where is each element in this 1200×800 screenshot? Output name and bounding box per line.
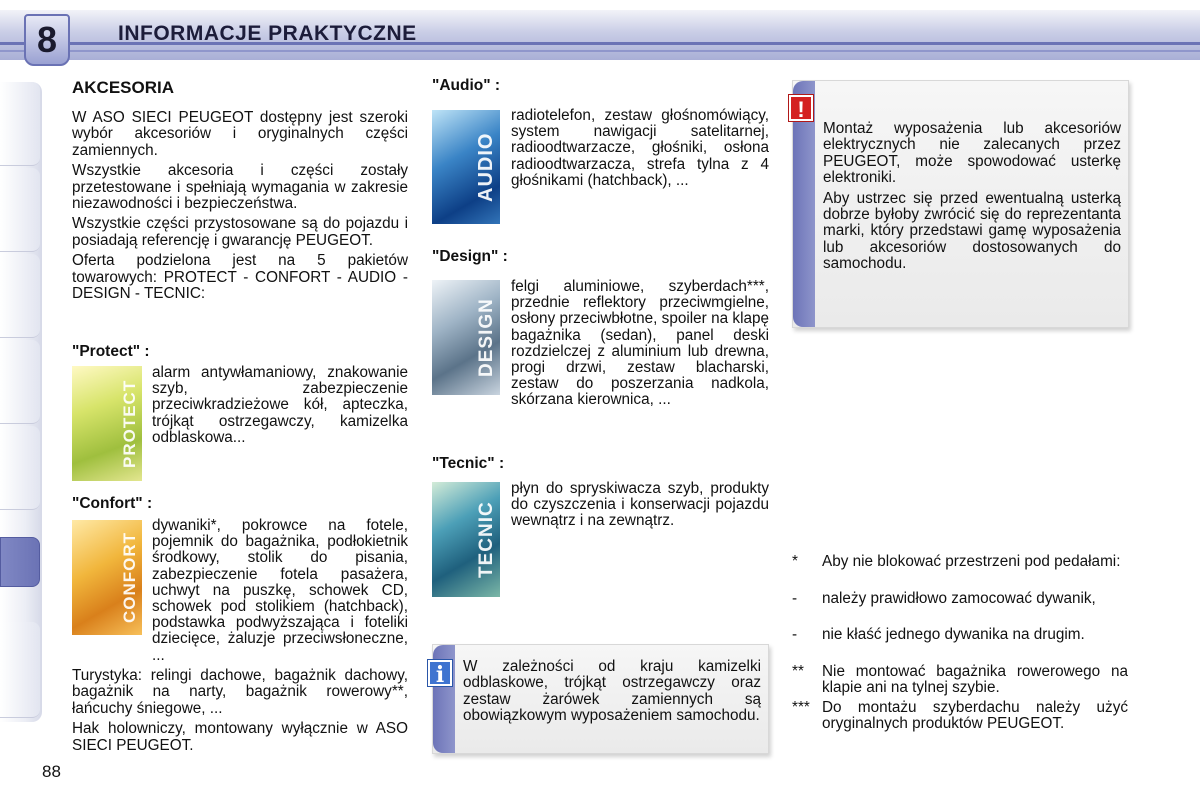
confort-text: dywaniki*, pokrowce na fotele, pojemnik do bagażnika, podłokietnik środkowy, stolik do pisania, zabezpieczenie fotela pasażera, uchwyt na puszkę, schowek CD, schowek pod stolikiem (hatchback), podstawka podwyższająca i foteliki dziecięce, żaluzje przeciwsłoneczne, ... — [152, 517, 408, 664]
audio-heading: "Audio" : — [432, 77, 501, 94]
side-tab-3[interactable] — [0, 254, 40, 338]
footnote-text: Do montażu szyberdachu należy użyć oryginalnych produktów PEUGEOT. — [822, 699, 1128, 733]
page-number: 88 — [42, 762, 61, 781]
side-tab-2[interactable] — [0, 168, 40, 252]
footnote-mark: *** — [792, 699, 810, 716]
confort-image-label: CONFORT — [120, 531, 139, 624]
confort-package-image — [72, 520, 142, 635]
header-divider-secondary — [0, 50, 1200, 52]
footnote-1 — [792, 554, 1128, 570]
footnote-text: nie kłaść jednego dywanika na drugim. — [822, 626, 1085, 643]
audio-image-label: AUDIO — [475, 132, 497, 202]
intro-paragraph-4: Oferta podzielona jest na 5 pakietów towarowych: PROTECT - CONFORT - AUDIO - DESIGN - TECNIC: — [72, 252, 408, 303]
protect-heading: "Protect" : — [72, 343, 150, 360]
footnote-text: Aby nie blokować przestrzeni pod pedałami: — [822, 553, 1121, 570]
info-box-text: W zależności od kraju kamizelki odblaskowe, trójkąt ostrzegawczy oraz zestaw żarówek zamiennych są obowiązkowym wyposażeniem samochodu. — [463, 658, 761, 725]
footnote-5 — [792, 700, 1128, 732]
protect-package-image — [72, 366, 142, 481]
warning-box-text — [823, 121, 1121, 277]
tecnic-text: płyn do spryskiwacza szyb, produkty do czyszczenia i konserwacji pojazdu wewnątrz i na zewnątrz. — [511, 480, 769, 530]
audio-package-image — [432, 110, 500, 224]
warning-paragraph-2: Aby ustrzec się przed ewentualną usterką dobrze byłoby zwrócić się do reprezentanta marki, który przedstawi gamę wyposażenia lub akcesoriów dostosowanych do samochodu. — [823, 189, 1121, 273]
tecnic-image-label: TECNIC — [476, 501, 497, 578]
footnote-2 — [792, 591, 1128, 607]
warning-paragraph-1: Montaż wyposażenia lub akcesoriów elektrycznych nie zalecanych przez PEUGEOT, może spowodować usterkę elektroniki. — [823, 120, 1121, 187]
side-tab-strip — [0, 82, 42, 722]
warning-box — [792, 80, 1129, 328]
tail-paragraph-1: Turystyka: relingi dachowe, bagażnik dachowy, bagażnik na narty, bagażnik rowerowy**, łańcuchy śniegowe, ... — [72, 667, 408, 717]
protect-text: alarm antywłamaniowy, znakowanie szyb, zabezpieczenie przeciwkradzieżowe kół, apteczka, trójkąt ostrzegawczy, kamizelka odblaskowa... — [152, 364, 408, 446]
audio-text: radiotelefon, zestaw głośnomówiący, system nawigacji satelitarnej, radioodtwarzacze, głośniki, osłona radioodtwarzacza, strefa tylna z 4 głośnikami (hatchback), ... — [511, 107, 769, 189]
design-text: felgi aluminiowe, szyberdach***, przednie reflektory przeciwmgielne, osłony przeciwbłotne, spoiler na klapę bagażnika (sedan), panel deski rozdzielczej z aluminium lub drewna, progi drzwi, zestaw blacharski, zestaw do poszerzania nadkola, skórzana kierownica, ... — [511, 278, 769, 409]
intro-paragraph-3: Wszystkie części przystosowane są do pojazdu i posiadają referencję i gwarancję PEUGEOT. — [72, 215, 408, 249]
footnote-3 — [792, 627, 1128, 643]
side-tab-1[interactable] — [0, 82, 40, 166]
chapter-tab[interactable] — [24, 14, 70, 66]
footnote-mark: * — [792, 553, 798, 570]
page-title: INFORMACJE PRAKTYCZNE — [118, 22, 417, 45]
section-heading: AKCESORIA — [72, 78, 175, 97]
info-icon: i — [428, 660, 452, 686]
intro-paragraph-2: Wszystkie akcesoria i części zostały przetestowane i spełniają wymagania w zakresie niezawodności i bezpieczeństwa. — [72, 162, 408, 213]
footnote-text: należy prawidłowo zamocować dywanik, — [822, 590, 1096, 607]
info-box — [432, 644, 769, 754]
side-tab-4[interactable] — [0, 340, 40, 424]
footnote-mark: - — [792, 590, 798, 607]
design-heading: "Design" : — [432, 248, 508, 265]
intro-paragraph-1: W ASO SIECI PEUGEOT dostępny jest szeroki wybór akcesoriów i oryginalnych części zamiennych. — [72, 109, 408, 159]
confort-heading: "Confort" : — [72, 495, 153, 512]
side-tab-7[interactable] — [0, 622, 40, 718]
protect-image-label: PROTECT — [120, 379, 139, 468]
intro-text — [72, 110, 408, 306]
footnote-mark: ** — [792, 663, 804, 680]
side-tab-active[interactable] — [0, 537, 40, 587]
warning-icon: ! — [789, 95, 813, 121]
tecnic-package-image — [432, 482, 500, 597]
tecnic-heading: "Tecnic" : — [432, 455, 505, 472]
chapter-number: 8 — [36, 19, 58, 60]
footnote-text: Nie montować bagażnika rowerowego na klapie ani na tylnej szybie. — [822, 663, 1128, 697]
design-package-image — [432, 280, 500, 395]
side-tab-5[interactable] — [0, 426, 40, 510]
design-image-label: DESIGN — [476, 298, 497, 377]
tail-paragraph-2: Hak holowniczy, montowany wyłącznie w ASO SIECI PEUGEOT. — [72, 720, 408, 754]
footnote-4 — [792, 664, 1128, 696]
footnote-mark: - — [792, 626, 798, 643]
tail-text — [72, 668, 408, 758]
